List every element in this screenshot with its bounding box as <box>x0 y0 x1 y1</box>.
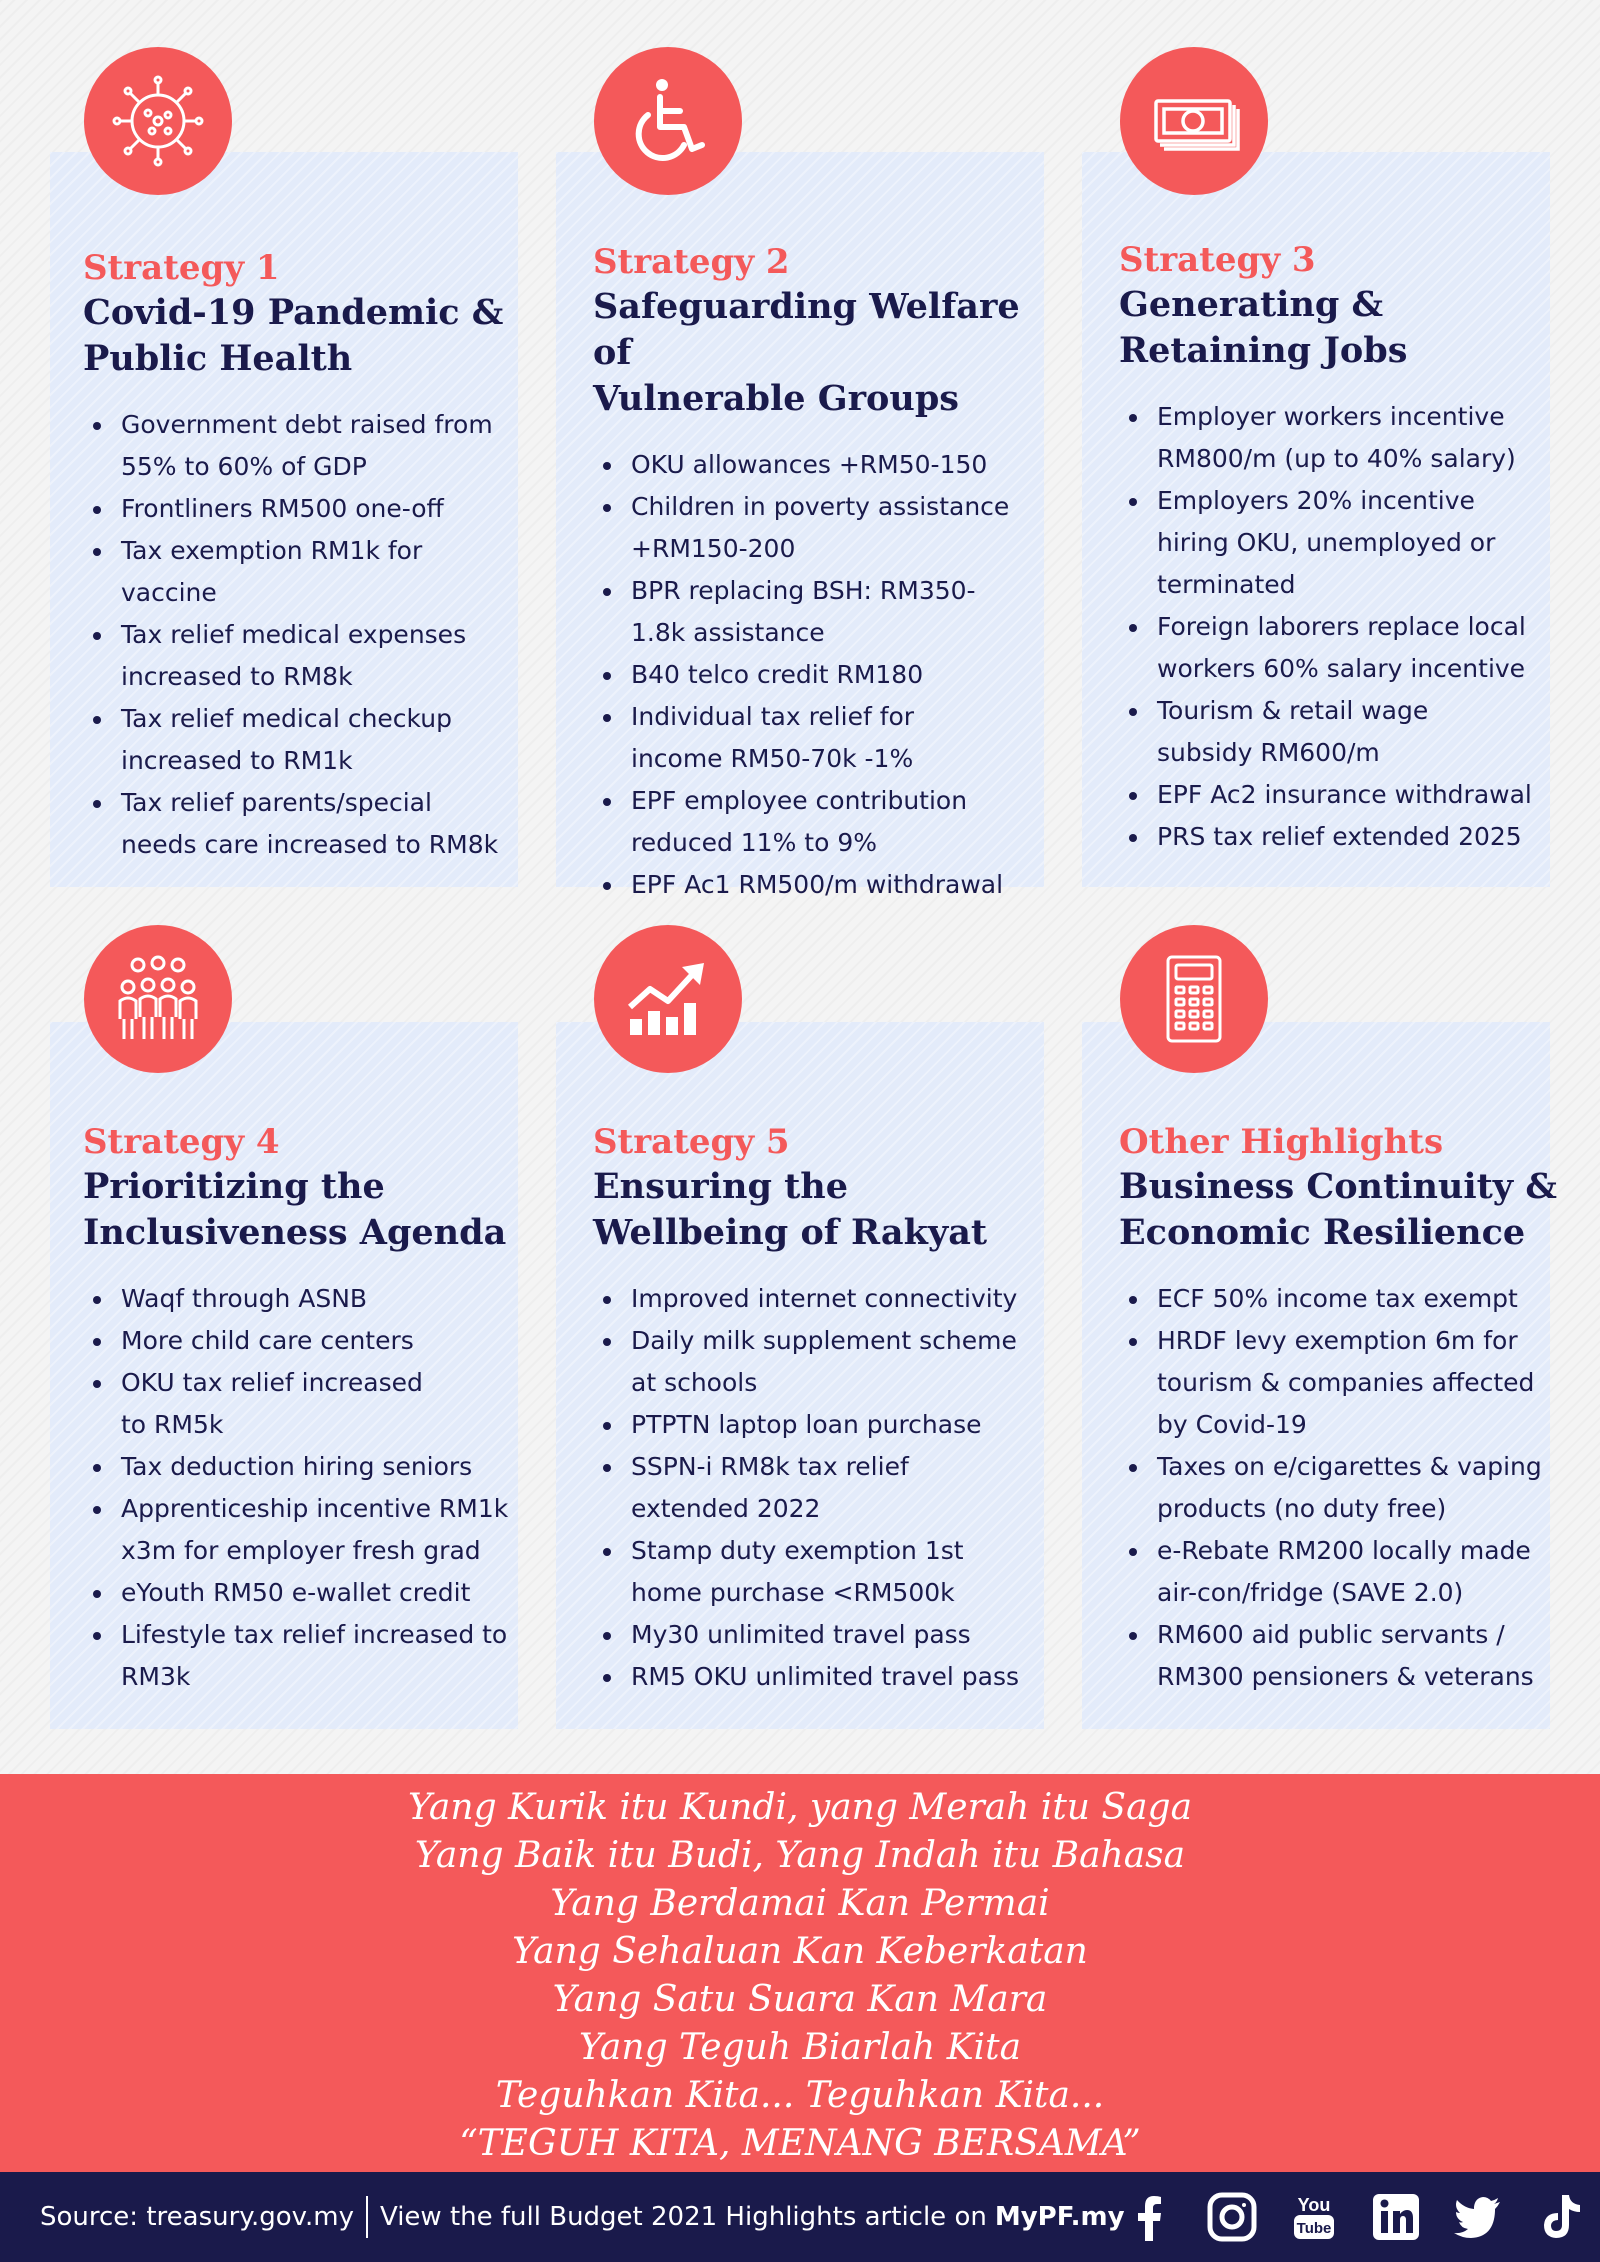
social-icons <box>1124 2190 1586 2244</box>
list-item: OKU allowances +RM50-150 <box>593 444 1041 486</box>
list-item: Foreign laborers replace local workers 60% salary incentive <box>1119 606 1559 690</box>
strategy-title-line: Generating & <box>1119 284 1384 325</box>
list-item: HRDF levy exemption 6m for tourism & companies affected by Covid-19 <box>1119 1320 1579 1446</box>
strategy-label: Strategy 1 <box>83 248 280 288</box>
list-item: PTPTN laptop loan purchase <box>593 1404 1041 1446</box>
list-item: Individual tax relief for income RM50-70k -1% <box>593 696 1041 780</box>
bullet-list <box>1119 1278 1579 1698</box>
facebook-icon[interactable] <box>1124 2190 1176 2244</box>
tiktok-icon[interactable] <box>1534 2190 1586 2244</box>
list-item: Tourism & retail wage subsidy RM600/m <box>1119 690 1559 774</box>
list-item: Government debt raised from 55% to 60% of GDP <box>83 404 513 488</box>
strategy-title <box>83 1164 515 1256</box>
poem-line: Yang Berdamai Kan Permai <box>550 1883 1050 1924</box>
strategy-title-line: Economic Resilience <box>1119 1212 1526 1253</box>
strategy-title-line: Vulnerable Groups <box>593 378 960 419</box>
list-item: Waqf through ASNB <box>83 1278 515 1320</box>
strategy-title-line: Safeguarding Welfare of <box>593 286 1020 373</box>
list-item: Tax exemption RM1k for vaccine <box>83 530 513 614</box>
strategy-label: Strategy 2 <box>593 242 790 282</box>
list-item: More child care centers <box>83 1320 515 1362</box>
strategy-title <box>1119 282 1559 374</box>
list-item: eYouth RM50 e-wallet credit <box>83 1572 515 1614</box>
poem-line: Yang Satu Suara Kan Mara <box>552 1979 1048 2020</box>
list-item: My30 unlimited travel pass <box>593 1614 1041 1656</box>
calculator-icon <box>1120 925 1268 1073</box>
list-item: Stamp duty exemption 1st home purchase <RM500k <box>593 1530 1041 1614</box>
list-item: Frontliners RM500 one-off <box>83 488 513 530</box>
strategy-title-line: Inclusiveness Agenda <box>83 1212 507 1253</box>
strategy-title <box>83 290 513 382</box>
list-item: Children in poverty assistance +RM150-200 <box>593 486 1041 570</box>
list-item: OKU tax relief increased to RM5k <box>83 1362 515 1446</box>
list-item: BPR replacing BSH: RM350- 1.8k assistance <box>593 570 1041 654</box>
linkedin-icon[interactable] <box>1370 2190 1422 2244</box>
list-item: EPF employee contribution reduced 11% to 9% <box>593 780 1041 864</box>
list-item: Employer workers incentive RM800/m (up to 40% salary) <box>1119 396 1559 480</box>
strategy-title-line: Public Health <box>83 338 353 379</box>
poem-line: Teguhkan Kita... Teguhkan Kita... <box>495 2075 1105 2116</box>
footer <box>0 2172 1600 2262</box>
bullet-list <box>83 404 513 866</box>
list-item: Tax deduction hiring seniors <box>83 1446 515 1488</box>
poem-line: Yang Kurik itu Kundi, yang Merah itu Saga <box>407 1787 1193 1828</box>
list-item: Tax relief medical checkup increased to RM1k <box>83 698 513 782</box>
virus-icon <box>84 47 232 195</box>
list-item: B40 telco credit RM180 <box>593 654 1041 696</box>
list-item: e-Rebate RM200 locally made air-con/fridge (SAVE 2.0) <box>1119 1530 1579 1614</box>
footer-divider <box>366 2196 368 2238</box>
list-item: Tax relief medical expenses increased to RM8k <box>83 614 513 698</box>
list-item: SSPN-i RM8k tax relief extended 2022 <box>593 1446 1041 1530</box>
youtube-label: Tube <box>1296 2220 1332 2237</box>
bullet-list <box>1119 396 1559 858</box>
list-item: EPF Ac1 RM500/m withdrawal <box>593 864 1041 906</box>
strategy-title-line: Ensuring the <box>593 1166 848 1207</box>
youtube-label: You <box>1297 2195 1331 2215</box>
youtube-icon[interactable] <box>1288 2190 1340 2244</box>
poem-line: Yang Teguh Biarlah Kita <box>578 2027 1022 2068</box>
strategy-1-content <box>83 246 513 866</box>
poem-line: “TEGUH KITA, MENANG BERSAMA” <box>459 2123 1141 2164</box>
list-item: RM600 aid public servants / RM300 pensioners & veterans <box>1119 1614 1579 1698</box>
wheelchair-icon <box>594 47 742 195</box>
banknote-icon <box>1120 47 1268 195</box>
list-item: ECF 50% income tax exempt <box>1119 1278 1579 1320</box>
list-item: Improved internet connectivity <box>593 1278 1041 1320</box>
poem-banner <box>0 1774 1600 2172</box>
strategy-label: Strategy 3 <box>1119 240 1316 280</box>
strategy-2-content <box>593 240 1041 906</box>
strategy-title <box>593 284 1041 422</box>
strategy-title-line: Covid-19 Pandemic & <box>83 292 504 333</box>
strategy-6-content <box>1119 1120 1579 1698</box>
list-item: PRS tax relief extended 2025 <box>1119 816 1559 858</box>
strategy-title <box>593 1164 1041 1256</box>
list-item: RM5 OKU unlimited travel pass <box>593 1656 1041 1698</box>
strategy-title-line: Wellbeing of Rakyat <box>593 1212 988 1253</box>
bullet-list <box>593 1278 1041 1698</box>
strategy-3-content <box>1119 238 1559 858</box>
strategy-label: Strategy 5 <box>593 1122 790 1162</box>
poem-line: Yang Sehaluan Kan Keberkatan <box>512 1931 1088 1972</box>
twitter-icon[interactable] <box>1452 2190 1504 2244</box>
list-item: Tax relief parents/special needs care increased to RM8k <box>83 782 513 866</box>
list-item: Employers 20% incentive hiring OKU, unemployed or terminated <box>1119 480 1559 606</box>
strategy-label: Strategy 4 <box>83 1122 280 1162</box>
list-item: EPF Ac2 insurance withdrawal <box>1119 774 1559 816</box>
strategy-4-content <box>83 1120 515 1698</box>
growth-chart-icon <box>594 925 742 1073</box>
bullet-list <box>593 444 1041 906</box>
poem-line: Yang Baik itu Budi, Yang Indah itu Bahasa <box>414 1835 1186 1876</box>
strategy-title-line: Retaining Jobs <box>1119 330 1408 371</box>
strategy-title-line: Business Continuity & <box>1119 1166 1557 1207</box>
people-group-icon <box>84 925 232 1073</box>
article-text: View the full Budget 2021 Highlights article on <box>379 2202 987 2232</box>
list-item: Lifestyle tax relief increased to RM3k <box>83 1614 515 1698</box>
list-item: Apprenticeship incentive RM1k x3m for employer fresh grad <box>83 1488 515 1572</box>
list-item: Taxes on e/cigarettes & vaping products (no duty free) <box>1119 1446 1579 1530</box>
bullet-list <box>83 1278 515 1698</box>
list-item: Daily milk supplement scheme at schools <box>593 1320 1041 1404</box>
mypf-link[interactable]: MyPF.my <box>994 2202 1125 2232</box>
strategy-title <box>1119 1164 1579 1256</box>
source-text: Source: treasury.gov.my <box>40 2202 354 2232</box>
strategy-title-line: Prioritizing the <box>83 1166 385 1207</box>
strategy-label: Other Highlights <box>1119 1122 1444 1162</box>
strategy-5-content <box>593 1120 1041 1698</box>
instagram-icon[interactable] <box>1206 2190 1258 2244</box>
